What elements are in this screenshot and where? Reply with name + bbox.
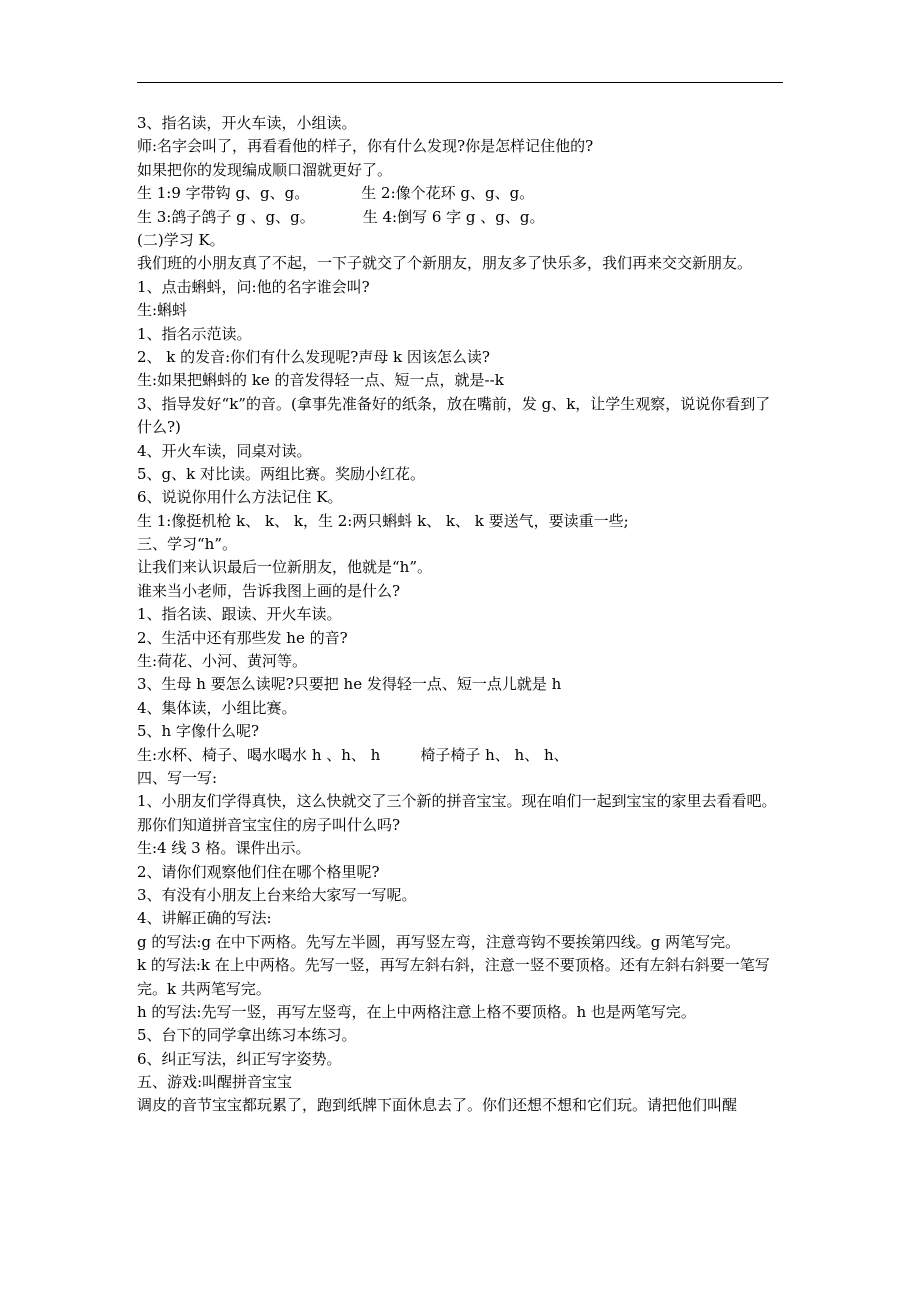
text-line: 1、点击蝌蚪，问:他的名字谁会叫?: [137, 277, 370, 296]
text-line: 生:蝌蚪: [137, 301, 188, 320]
text-line: [137, 744, 797, 767]
text-line: [137, 182, 797, 205]
document-body: [137, 112, 797, 1118]
text-line: 4、集体读，小组比赛。: [137, 698, 297, 717]
text-paragraph: 3、指导发好“k”的音。(拿事先准备好的纸条，放在嘴前，发 g、k，让学生观察，说说你看到了什么?): [137, 394, 771, 437]
text-line: 5、台下的同学拿出练习本练习。: [137, 1026, 357, 1045]
header-rule: [137, 82, 783, 83]
text-line: 让我们来认识最后一位新朋友，他就是“h”。: [137, 558, 432, 577]
text-line: 2、 k 的发音:你们有什么发现呢?声母 k 因该怎么读?: [137, 347, 490, 366]
text-line: 4、讲解正确的写法:: [137, 909, 272, 928]
text-line: g 的写法:g 在中下两格。先写左半圆，再写竖左弯，注意弯钩不要挨第四线。g 两笔写完。: [137, 932, 741, 951]
text-paragraph: k 的写法:k 在上中两格。先写一竖，再写左斜右斜，注意一竖不要顶格。还有左斜右斜要一笔写完。k 共两笔写完。: [137, 956, 770, 998]
section-heading: (二)学习 K。: [137, 230, 225, 249]
text-line: 生:荷花、小河、黄河等。: [137, 652, 308, 671]
text-line: 我们班的小朋友真了不起，一下子就交了个新朋友，朋友多了快乐多，我们再来交交新朋友。: [137, 254, 753, 273]
text-line: 6、说说你用什么方法记住 K。: [137, 488, 343, 507]
text-line: 2、请你们观察他们住在哪个格里呢?: [137, 862, 380, 881]
text-line: 1、指名读、跟读、开火车读。: [137, 605, 342, 624]
text-line: 调皮的音节宝宝都玩累了，跑到纸牌下面休息去了。你们还想不想和它们玩。请把他们叫醒: [137, 1096, 738, 1115]
text-line: 谁来当小老师，告诉我图上画的是什么?: [137, 581, 401, 600]
answer-right: 生 2:像个花环 g、g、g。: [361, 184, 535, 203]
text-line: 5、g、k 对比读。两组比赛。奖励小红花。: [137, 464, 426, 483]
answer-left: 生 1:9 字带钩 g、g、g。: [137, 184, 310, 203]
text-line: 3、指名读，开火车读，小组读。: [137, 114, 357, 132]
text-line: 师:名字会叫了，再看看他的样子，你有什么发现?你是怎样记住他的?: [137, 137, 594, 156]
text-line: 2、生活中还有那些发 he 的音?: [137, 628, 348, 647]
answer-right: 生 4:倒写 6 字 g 、g、g。: [362, 207, 545, 226]
text-line: 生 1:像挺机枪 k、 k、 k，生 2:两只蝌蚪 k、 k、 k 要送气，要读重一些;: [137, 511, 629, 530]
text-line: 生:如果把蝌蚪的 ke 的音发得轻一点、短一点，就是--k: [137, 371, 504, 390]
answer-left: 生:水杯、椅子、喝水喝水 h 、h、 h: [137, 745, 381, 764]
text-line: 5、h 字像什么呢?: [137, 722, 260, 741]
text-line: 生:4 线 3 格。课件出示。: [137, 839, 311, 858]
text-line: 1、指名示范读。: [137, 324, 252, 343]
text-line: 4、开火车读，同桌对读。: [137, 441, 312, 460]
text-line: [137, 206, 797, 229]
answer-right: 椅子椅子 h、 h、 h、: [420, 745, 569, 764]
text-paragraph: 1、小朋友们学得真快，这么快就交了三个新的拼音宝宝。现在咱们一起到宝宝的家里去看看吧。: [137, 792, 777, 811]
text-line: h 的写法:先写一竖，再写左竖弯，在上中两格注意上格不要顶格。h 也是两笔写完。: [137, 1002, 696, 1021]
text-line: 3、生母 h 要怎么读呢?只要把 he 发得轻一点、短一点儿就是 h: [137, 675, 562, 694]
text-line: 如果把你的发现编成顺口溜就更好了。: [137, 160, 393, 179]
section-heading: 五、游戏:叫醒拼音宝宝: [137, 1073, 293, 1092]
text-line: 3、有没有小朋友上台来给大家写一写呢。: [137, 885, 417, 904]
text-line: 6、纠正写法，纠正写字姿势。: [137, 1049, 342, 1068]
section-heading: 三、学习“h”。: [137, 535, 237, 554]
section-heading: 四、写一写:: [137, 768, 218, 787]
answer-left: 生 3:鸽子鸽子 g 、g、g。: [137, 207, 315, 226]
text-line: 那你们知道拼音宝宝住的房子叫什么吗?: [137, 815, 401, 834]
